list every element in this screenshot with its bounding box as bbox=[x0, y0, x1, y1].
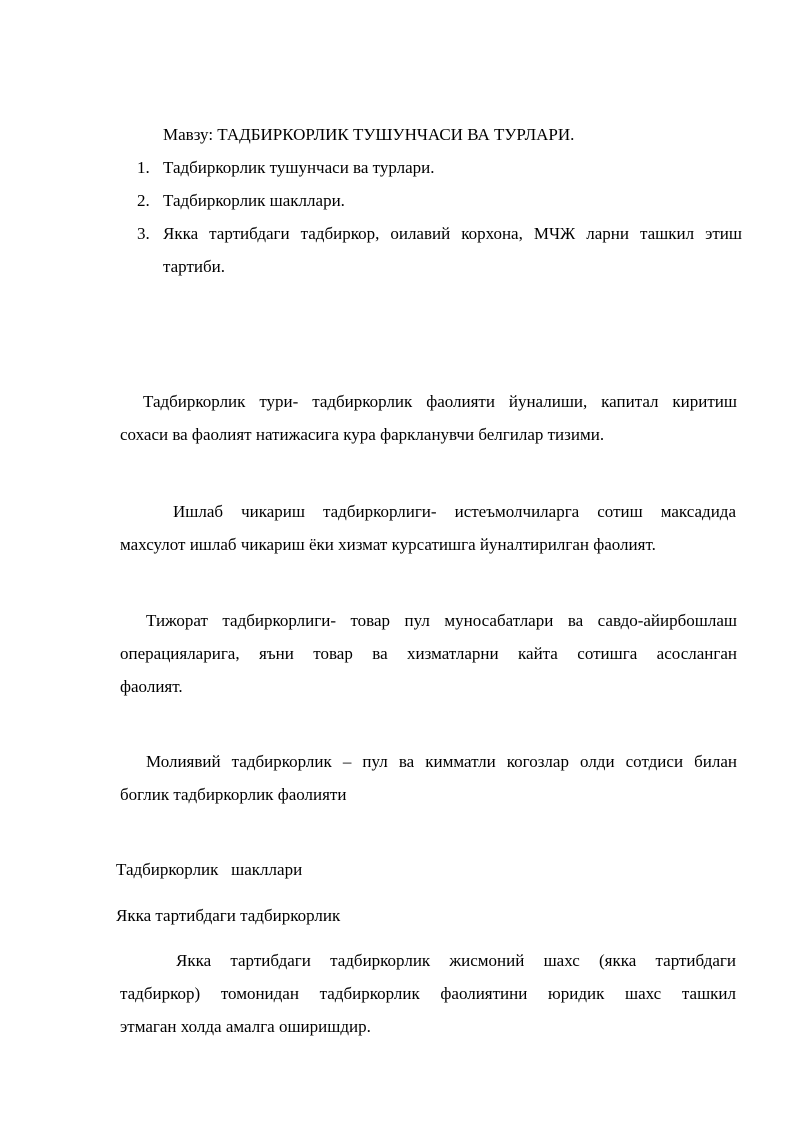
outline-item: Тадбиркорлик тушунчаси ва турлари. bbox=[163, 158, 435, 177]
topic-title: Мавзу: ТАДБИРКОРЛИК ТУШУНЧАСИ ВА ТУРЛАРИ. bbox=[163, 125, 575, 144]
paragraph-line: Молиявий тадбиркорлик – пул ва кимматли когозлар олди сотдиси билан bbox=[146, 752, 737, 771]
outline-number: 3. bbox=[137, 224, 150, 243]
paragraph-line: боглик тадбиркорлик фаолияти bbox=[120, 785, 347, 804]
paragraph-line: тадбиркор) томонидан тадбиркорлик фаолиятини юридик шахс ташкил bbox=[120, 984, 736, 1003]
paragraph-line: Тадбиркорлик тури- тадбиркорлик фаолияти йуналиши, капитал киритиш bbox=[143, 392, 737, 411]
paragraph-line: Якка тартибдаги тадбиркорлик жисмоний шахс (якка тартибдаги bbox=[176, 951, 736, 970]
outline-number: 2. bbox=[137, 191, 150, 210]
paragraph-line: сохаси ва фаолият натижасига кура фаркланувчи белгилар тизими. bbox=[120, 425, 605, 444]
paragraph-line: Тижорат тадбиркорлиги- товар пул муносабатлари ва савдо-айирбошлаш bbox=[146, 611, 737, 630]
paragraph-line: Ишлаб чикариш тадбиркорлиги- истеъмолчиларга сотиш максадида bbox=[173, 502, 736, 521]
outline-item-continuation: тартиби. bbox=[163, 257, 225, 276]
outline-item: Тадбиркорлик шакллари. bbox=[163, 191, 345, 210]
outline-item: Якка тартибдаги тадбиркор, оилавий корхона, МЧЖ ларни ташкил этиш bbox=[163, 224, 742, 243]
paragraph-line: махсулот ишлаб чикариш ёки хизмат курсатишга йуналтирилган фаолият. bbox=[120, 535, 656, 554]
paragraph-line: фаолият. bbox=[120, 677, 183, 696]
paragraph-line: операцияларига, яъни товар ва хизматларни кайта сотишга асосланган bbox=[120, 644, 737, 663]
paragraph-line: этмаган холда амалга оширишдир. bbox=[120, 1017, 371, 1036]
heading-individual: Якка тартибдаги тадбиркорлик bbox=[116, 906, 341, 925]
outline-number: 1. bbox=[137, 158, 150, 177]
heading-forms: Тадбиркорлик шакллари bbox=[116, 860, 303, 879]
